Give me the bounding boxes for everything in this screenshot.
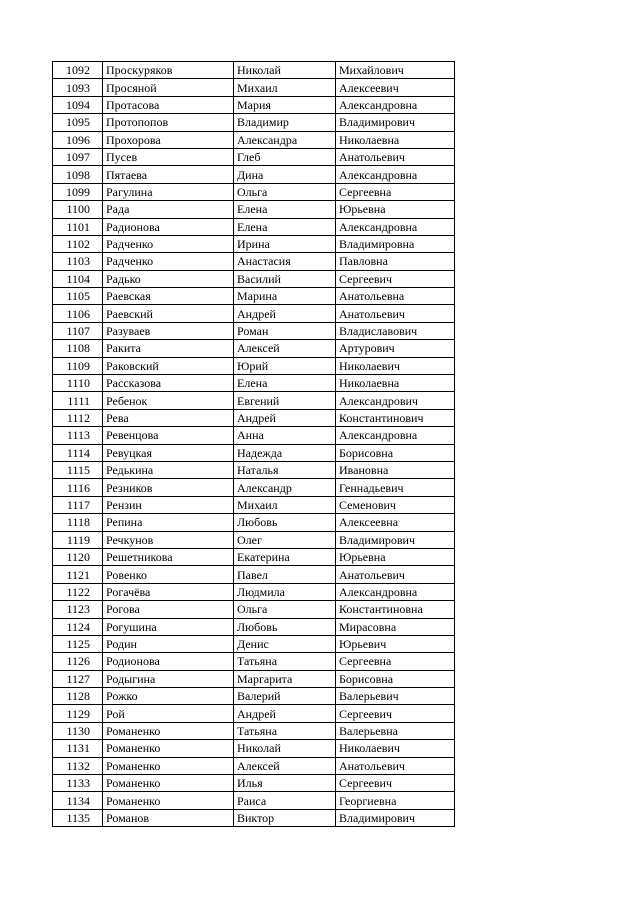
row-number-cell: 1120 [53, 548, 103, 565]
first-name-cell: Валерий [234, 688, 336, 705]
row-number-cell: 1133 [53, 775, 103, 792]
last-name-cell: Радченко [103, 253, 234, 270]
table-row [53, 201, 455, 218]
last-name-cell: Проскуряков [103, 62, 234, 79]
last-name-cell: Раковский [103, 357, 234, 374]
patronymic-cell: Александровна [336, 218, 455, 235]
first-name-cell: Любовь [234, 618, 336, 635]
last-name-cell: Рогачёва [103, 583, 234, 600]
table-row [53, 427, 455, 444]
patronymic-cell: Александровна [336, 166, 455, 183]
patronymic-cell: Семенович [336, 496, 455, 513]
patronymic-cell: Александровна [336, 96, 455, 113]
row-number-cell: 1112 [53, 409, 103, 426]
last-name-cell: Рой [103, 705, 234, 722]
first-name-cell: Ирина [234, 235, 336, 252]
first-name-cell: Елена [234, 218, 336, 235]
last-name-cell: Разуваев [103, 322, 234, 339]
row-number-cell: 1116 [53, 479, 103, 496]
patronymic-cell: Юрьевна [336, 201, 455, 218]
row-number-cell: 1117 [53, 496, 103, 513]
table-row [53, 235, 455, 252]
row-number-cell: 1129 [53, 705, 103, 722]
patronymic-cell: Анатольевич [336, 148, 455, 165]
row-number-cell: 1134 [53, 792, 103, 809]
row-number-cell: 1125 [53, 635, 103, 652]
last-name-cell: Романов [103, 809, 234, 826]
first-name-cell: Олег [234, 531, 336, 548]
first-name-cell: Татьяна [234, 653, 336, 670]
row-number-cell: 1115 [53, 461, 103, 478]
patronymic-cell: Борисовна [336, 670, 455, 687]
patronymic-cell: Артурович [336, 340, 455, 357]
first-name-cell: Роман [234, 322, 336, 339]
row-number-cell: 1123 [53, 601, 103, 618]
first-name-cell: Маргарита [234, 670, 336, 687]
first-name-cell: Дина [234, 166, 336, 183]
last-name-cell: Протопопов [103, 114, 234, 131]
table-row [53, 601, 455, 618]
first-name-cell: Ольга [234, 183, 336, 200]
first-name-cell: Юрий [234, 357, 336, 374]
last-name-cell: Просяной [103, 79, 234, 96]
first-name-cell: Марина [234, 288, 336, 305]
patronymic-cell: Константинович [336, 409, 455, 426]
last-name-cell: Протасова [103, 96, 234, 113]
first-name-cell: Анастасия [234, 253, 336, 270]
table-row [53, 757, 455, 774]
table-row [53, 688, 455, 705]
first-name-cell: Наталья [234, 461, 336, 478]
last-name-cell: Ревуцкая [103, 444, 234, 461]
row-number-cell: 1124 [53, 618, 103, 635]
last-name-cell: Раевский [103, 305, 234, 322]
patronymic-cell: Владимировна [336, 235, 455, 252]
table-row [53, 548, 455, 565]
patronymic-cell: Мирасовна [336, 618, 455, 635]
last-name-cell: Ракита [103, 340, 234, 357]
row-number-cell: 1114 [53, 444, 103, 461]
first-name-cell: Ольга [234, 601, 336, 618]
last-name-cell: Резников [103, 479, 234, 496]
row-number-cell: 1092 [53, 62, 103, 79]
row-number-cell: 1111 [53, 392, 103, 409]
patronymic-cell: Сергеевич [336, 775, 455, 792]
row-number-cell: 1093 [53, 79, 103, 96]
last-name-cell: Пятаева [103, 166, 234, 183]
table-row [53, 809, 455, 826]
last-name-cell: Родионова [103, 653, 234, 670]
last-name-cell: Романенко [103, 757, 234, 774]
patronymic-cell: Николаевич [336, 740, 455, 757]
patronymic-cell: Константиновна [336, 601, 455, 618]
patronymic-cell: Владимирович [336, 809, 455, 826]
table-row [53, 705, 455, 722]
patronymic-cell: Анатольевич [336, 305, 455, 322]
row-number-cell: 1126 [53, 653, 103, 670]
first-name-cell: Михаил [234, 79, 336, 96]
patronymic-cell: Сергеевич [336, 705, 455, 722]
last-name-cell: Радионова [103, 218, 234, 235]
first-name-cell: Николай [234, 740, 336, 757]
patronymic-cell: Сергеевна [336, 653, 455, 670]
table-row [53, 166, 455, 183]
last-name-cell: Рогушина [103, 618, 234, 635]
row-number-cell: 1105 [53, 288, 103, 305]
row-number-cell: 1109 [53, 357, 103, 374]
table-row [53, 792, 455, 809]
row-number-cell: 1110 [53, 375, 103, 392]
row-number-cell: 1095 [53, 114, 103, 131]
first-name-cell: Надежда [234, 444, 336, 461]
first-name-cell: Николай [234, 62, 336, 79]
table-row [53, 740, 455, 757]
last-name-cell: Пусев [103, 148, 234, 165]
row-number-cell: 1098 [53, 166, 103, 183]
table-row [53, 357, 455, 374]
last-name-cell: Рожко [103, 688, 234, 705]
patronymic-cell: Юрьевич [336, 635, 455, 652]
name-list-table [52, 61, 455, 827]
table-row [53, 218, 455, 235]
table-row [53, 62, 455, 79]
row-number-cell: 1130 [53, 722, 103, 739]
table-row [53, 305, 455, 322]
patronymic-cell: Александрович [336, 392, 455, 409]
first-name-cell: Глеб [234, 148, 336, 165]
first-name-cell: Андрей [234, 409, 336, 426]
last-name-cell: Решетникова [103, 548, 234, 565]
first-name-cell: Евгений [234, 392, 336, 409]
name-list-body [53, 62, 455, 827]
first-name-cell: Раиса [234, 792, 336, 809]
patronymic-cell: Сергеевич [336, 270, 455, 287]
table-row [53, 618, 455, 635]
row-number-cell: 1118 [53, 514, 103, 531]
row-number-cell: 1104 [53, 270, 103, 287]
first-name-cell: Мария [234, 96, 336, 113]
row-number-cell: 1100 [53, 201, 103, 218]
patronymic-cell: Алексеевич [336, 79, 455, 96]
last-name-cell: Рензин [103, 496, 234, 513]
table-row [53, 114, 455, 131]
patronymic-cell: Валерьевич [336, 688, 455, 705]
last-name-cell: Ребенок [103, 392, 234, 409]
patronymic-cell: Александровна [336, 427, 455, 444]
table-row [53, 635, 455, 652]
last-name-cell: Родин [103, 635, 234, 652]
row-number-cell: 1101 [53, 218, 103, 235]
last-name-cell: Рогова [103, 601, 234, 618]
first-name-cell: Андрей [234, 305, 336, 322]
patronymic-cell: Николаевич [336, 357, 455, 374]
patronymic-cell: Владиславович [336, 322, 455, 339]
first-name-cell: Александр [234, 479, 336, 496]
patronymic-cell: Валерьевна [336, 722, 455, 739]
first-name-cell: Владимир [234, 114, 336, 131]
row-number-cell: 1106 [53, 305, 103, 322]
row-number-cell: 1131 [53, 740, 103, 757]
patronymic-cell: Георгиевна [336, 792, 455, 809]
table-row [53, 79, 455, 96]
table-row [53, 479, 455, 496]
first-name-cell: Денис [234, 635, 336, 652]
patronymic-cell: Анатольевич [336, 757, 455, 774]
first-name-cell: Алексей [234, 757, 336, 774]
patronymic-cell: Юрьевна [336, 548, 455, 565]
row-number-cell: 1107 [53, 322, 103, 339]
patronymic-cell: Ивановна [336, 461, 455, 478]
first-name-cell: Андрей [234, 705, 336, 722]
patronymic-cell: Геннадьевич [336, 479, 455, 496]
row-number-cell: 1121 [53, 566, 103, 583]
row-number-cell: 1132 [53, 757, 103, 774]
last-name-cell: Ревенцова [103, 427, 234, 444]
row-number-cell: 1103 [53, 253, 103, 270]
row-number-cell: 1108 [53, 340, 103, 357]
table-row [53, 461, 455, 478]
table-row [53, 775, 455, 792]
first-name-cell: Татьяна [234, 722, 336, 739]
table-row [53, 322, 455, 339]
last-name-cell: Рассказова [103, 375, 234, 392]
last-name-cell: Речкунов [103, 531, 234, 548]
table-row [53, 531, 455, 548]
row-number-cell: 1094 [53, 96, 103, 113]
patronymic-cell: Сергеевна [336, 183, 455, 200]
last-name-cell: Прохорова [103, 131, 234, 148]
row-number-cell: 1135 [53, 809, 103, 826]
patronymic-cell: Владимирович [336, 531, 455, 548]
row-number-cell: 1127 [53, 670, 103, 687]
patronymic-cell: Михайлович [336, 62, 455, 79]
table-row [53, 409, 455, 426]
table-row [53, 566, 455, 583]
last-name-cell: Романенко [103, 740, 234, 757]
table-row [53, 444, 455, 461]
table-row [53, 375, 455, 392]
patronymic-cell: Николаевна [336, 131, 455, 148]
table-row [53, 270, 455, 287]
last-name-cell: Радько [103, 270, 234, 287]
last-name-cell: Редькина [103, 461, 234, 478]
row-number-cell: 1099 [53, 183, 103, 200]
first-name-cell: Алексей [234, 340, 336, 357]
table-row [53, 670, 455, 687]
patronymic-cell: Алексеевна [336, 514, 455, 531]
table-row [53, 131, 455, 148]
table-row [53, 148, 455, 165]
last-name-cell: Рева [103, 409, 234, 426]
first-name-cell: Василий [234, 270, 336, 287]
first-name-cell: Анна [234, 427, 336, 444]
last-name-cell: Ровенко [103, 566, 234, 583]
patronymic-cell: Николаевна [336, 375, 455, 392]
table-row [53, 496, 455, 513]
table-row [53, 392, 455, 409]
first-name-cell: Людмила [234, 583, 336, 600]
first-name-cell: Александра [234, 131, 336, 148]
patronymic-cell: Анатольевна [336, 288, 455, 305]
last-name-cell: Репина [103, 514, 234, 531]
table-row [53, 653, 455, 670]
last-name-cell: Рада [103, 201, 234, 218]
first-name-cell: Елена [234, 201, 336, 218]
table-row [53, 253, 455, 270]
last-name-cell: Романенко [103, 792, 234, 809]
patronymic-cell: Александровна [336, 583, 455, 600]
table-row [53, 340, 455, 357]
row-number-cell: 1122 [53, 583, 103, 600]
patronymic-cell: Борисовна [336, 444, 455, 461]
last-name-cell: Раевская [103, 288, 234, 305]
table-row [53, 288, 455, 305]
row-number-cell: 1119 [53, 531, 103, 548]
first-name-cell: Илья [234, 775, 336, 792]
table-row [53, 722, 455, 739]
row-number-cell: 1096 [53, 131, 103, 148]
first-name-cell: Виктор [234, 809, 336, 826]
row-number-cell: 1102 [53, 235, 103, 252]
last-name-cell: Романенко [103, 775, 234, 792]
table-row [53, 96, 455, 113]
first-name-cell: Екатерина [234, 548, 336, 565]
table-row [53, 514, 455, 531]
last-name-cell: Родыгина [103, 670, 234, 687]
patronymic-cell: Анатольевич [336, 566, 455, 583]
last-name-cell: Романенко [103, 722, 234, 739]
first-name-cell: Павел [234, 566, 336, 583]
first-name-cell: Любовь [234, 514, 336, 531]
row-number-cell: 1113 [53, 427, 103, 444]
first-name-cell: Елена [234, 375, 336, 392]
patronymic-cell: Владимирович [336, 114, 455, 131]
patronymic-cell: Павловна [336, 253, 455, 270]
last-name-cell: Рагулина [103, 183, 234, 200]
table-row [53, 583, 455, 600]
row-number-cell: 1097 [53, 148, 103, 165]
first-name-cell: Михаил [234, 496, 336, 513]
table-row [53, 183, 455, 200]
row-number-cell: 1128 [53, 688, 103, 705]
last-name-cell: Радченко [103, 235, 234, 252]
